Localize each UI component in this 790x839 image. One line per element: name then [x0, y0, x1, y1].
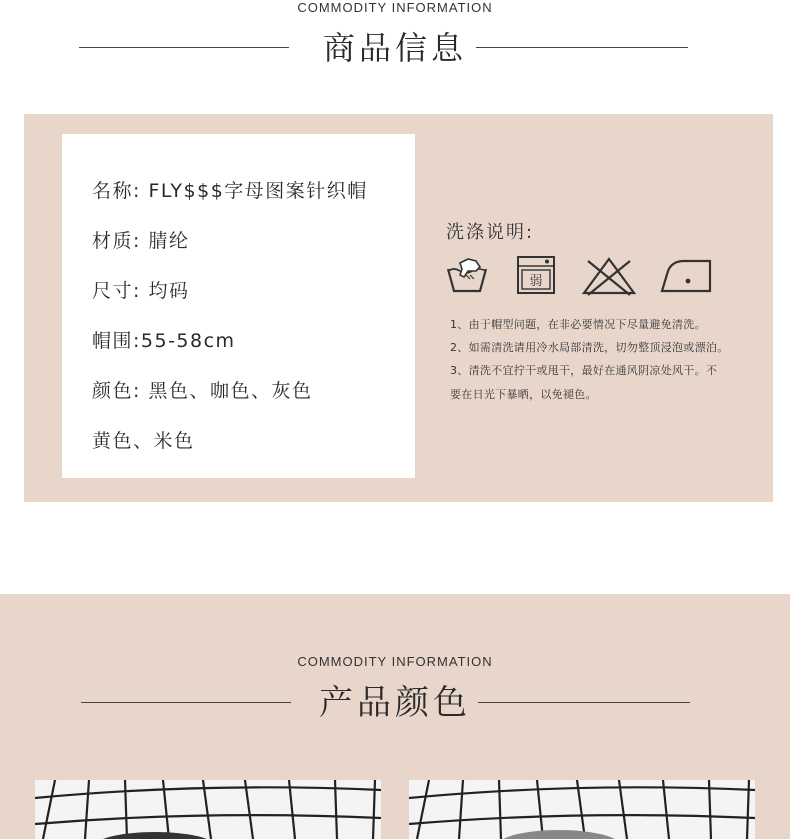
section1-title-row — [0, 28, 790, 68]
dry-clean-box-icon — [516, 255, 556, 295]
wash-note-3: 3、清洗不宜拧干或甩干，最好在通风阴凉处风干。不 — [450, 364, 718, 377]
product-photo — [35, 780, 381, 839]
section2-title: 产品颜色 — [319, 683, 471, 723]
no-bleach-icon — [580, 255, 638, 297]
section1-subtitle: COMMODITY INFORMATION — [297, 0, 493, 15]
spec-name: 名称: FLY$$$字母图案针织帽 — [92, 180, 368, 202]
dry-clean-label: 弱 — [529, 274, 543, 289]
spec-material: 材质: 腈纶 — [92, 230, 190, 252]
section2-subtitle: COMMODITY INFORMATION — [297, 654, 493, 669]
spec-size: 尺寸: 均码 — [92, 280, 190, 302]
section1-title: 商品信息 — [322, 29, 467, 67]
spec-colors-cont: 黄色、米色 — [92, 430, 195, 452]
wash-note-2: 2、如需清洗请用冷水局部清洗，切勿整顶浸泡或漂泊。 — [450, 341, 729, 354]
spec-colors: 颜色: 黑色、咖色、灰色 — [92, 380, 313, 402]
washing-icons — [446, 255, 716, 297]
iron-icon — [660, 255, 712, 295]
washing-title: 洗涤说明: — [446, 222, 535, 243]
wash-note-4: 要在日光下暴晒，以免褪色。 — [450, 388, 597, 401]
wash-note-1: 1、由于帽型问题，在非必要情况下尽量避免清洗。 — [450, 318, 706, 331]
product-photo — [409, 780, 755, 839]
spec-circumference: 帽围:55-58cm — [92, 330, 236, 352]
section2-title-row — [0, 682, 790, 724]
hand-wash-icon — [446, 255, 488, 295]
